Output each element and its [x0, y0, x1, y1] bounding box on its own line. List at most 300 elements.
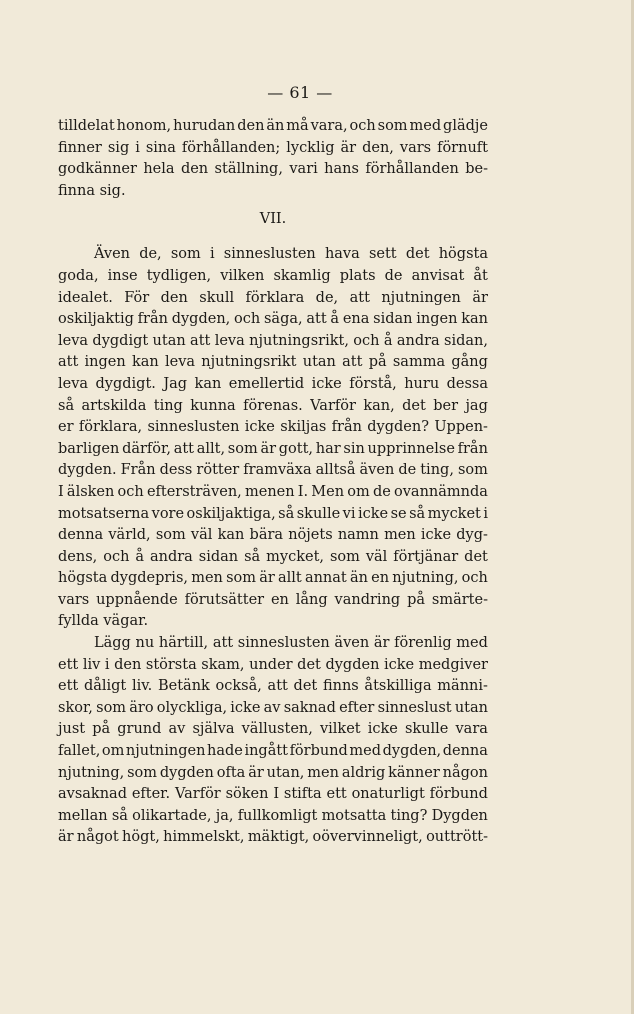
- word: den: [237, 118, 265, 134]
- word: smärte-: [431, 591, 488, 608]
- word: leva: [164, 354, 196, 371]
- word: lång: [295, 591, 328, 608]
- word: att: [212, 635, 234, 652]
- word: kan: [217, 527, 245, 544]
- word: så: [58, 397, 75, 414]
- word: sinneslusten: [223, 246, 316, 263]
- word: förbund: [289, 743, 348, 760]
- word: sidan,: [444, 332, 488, 349]
- word: de: [398, 462, 417, 479]
- word: motsatserna: [58, 505, 150, 522]
- text-line: [58, 116, 488, 138]
- text-line: [58, 352, 488, 374]
- text-line: [58, 138, 488, 160]
- word: andra: [396, 332, 440, 349]
- word: ena: [342, 311, 370, 328]
- word: med: [349, 743, 382, 760]
- word: leva: [58, 375, 89, 392]
- word: anvisat: [411, 267, 465, 284]
- word: härtill,: [158, 635, 209, 652]
- text-line: [58, 568, 488, 590]
- word: tydligen,: [146, 267, 212, 284]
- word: utan: [152, 332, 186, 349]
- word: inse: [107, 267, 138, 284]
- word: i: [104, 656, 110, 673]
- text-line: [58, 676, 488, 698]
- text-line: [58, 396, 488, 418]
- text-line: [58, 741, 488, 763]
- word: männi-: [437, 678, 488, 695]
- word: förklara,: [78, 419, 143, 436]
- word: och: [461, 570, 488, 587]
- word: vore: [151, 505, 185, 522]
- text-line: [58, 482, 488, 504]
- word: skam,: [201, 656, 245, 673]
- word: njutningsrikt: [201, 354, 297, 371]
- word: ting: [153, 397, 183, 414]
- word: artskilda: [81, 397, 147, 414]
- word: vällusten,: [241, 721, 313, 738]
- word: förbund: [429, 786, 488, 803]
- word: ting,: [420, 462, 454, 479]
- word: en: [270, 591, 289, 608]
- word: säga,: [263, 311, 303, 328]
- text-line: [58, 784, 488, 806]
- section-heading: VII.: [259, 211, 287, 228]
- word: onaturligt: [351, 786, 425, 803]
- word: goda,: [58, 267, 99, 284]
- word: i: [483, 505, 488, 522]
- word: förklara: [245, 289, 305, 306]
- word: denna: [442, 743, 488, 760]
- word: den: [114, 656, 142, 673]
- text-line: [58, 417, 488, 439]
- word: själva: [192, 721, 235, 738]
- word: dens,: [58, 548, 98, 565]
- word: dygden,: [171, 311, 231, 328]
- word: på: [368, 354, 387, 371]
- word: allt: [277, 570, 302, 587]
- word: finns: [322, 678, 359, 695]
- word: mäktigt,: [247, 829, 310, 846]
- word: de,: [139, 246, 162, 263]
- word: plats: [339, 267, 376, 284]
- paragraph-2: [58, 244, 488, 633]
- word: dygden: [325, 656, 380, 673]
- word: njutningen: [125, 743, 206, 760]
- word: är: [472, 289, 488, 306]
- word: har: [315, 440, 341, 457]
- word: leva: [58, 332, 89, 349]
- word: icke: [384, 656, 415, 673]
- word: njutning,: [58, 764, 125, 781]
- word: därför,: [122, 440, 171, 457]
- word: ett: [326, 786, 347, 803]
- word: uppnående: [96, 591, 178, 608]
- word: efter.: [131, 786, 171, 803]
- word: den: [180, 161, 209, 178]
- word: lycklig: [286, 139, 335, 156]
- word: liv.: [131, 678, 153, 695]
- word: leva: [214, 332, 245, 349]
- word: honom,: [116, 118, 172, 134]
- word: vara: [455, 721, 488, 738]
- text-line: [58, 633, 488, 655]
- word: så: [409, 505, 426, 522]
- word: Dygden: [431, 807, 488, 824]
- word: och: [353, 332, 380, 349]
- word: som: [227, 440, 258, 457]
- text-line: [58, 525, 488, 547]
- word: åt: [473, 267, 488, 284]
- word: är: [340, 139, 357, 156]
- word: nöjets: [288, 527, 333, 544]
- word: känner: [388, 764, 440, 781]
- word: skull: [199, 289, 235, 306]
- word: mellan: [58, 807, 108, 824]
- word: någon: [442, 764, 488, 781]
- word: högsta: [58, 570, 108, 587]
- word: godkänner: [58, 161, 137, 178]
- word: denna: [58, 527, 104, 544]
- word: dygdigt.: [95, 375, 156, 392]
- word: vars: [399, 139, 432, 156]
- text-line: [58, 244, 488, 266]
- word: att: [306, 311, 327, 328]
- word: hava: [324, 246, 360, 263]
- word: Från: [120, 462, 156, 479]
- word: mycket: [427, 505, 481, 522]
- word: sett: [368, 246, 397, 263]
- word: samma: [392, 354, 446, 371]
- word: från: [331, 419, 362, 436]
- word: det: [293, 678, 318, 695]
- text-line: [58, 309, 488, 331]
- word: nu: [135, 635, 155, 652]
- word: att: [173, 440, 194, 457]
- word: Varför: [174, 786, 221, 803]
- word: grund: [117, 721, 162, 738]
- text-line: [58, 827, 488, 849]
- word: vara,: [310, 118, 348, 134]
- word: i: [209, 246, 215, 263]
- word: ingen: [84, 354, 126, 371]
- word: och: [349, 118, 376, 134]
- word: av: [168, 721, 186, 738]
- word: på: [407, 591, 426, 608]
- word: och: [234, 311, 261, 328]
- word: dygdigt: [92, 332, 149, 349]
- word: avsaknad: [58, 786, 127, 803]
- word: att: [349, 289, 370, 306]
- word: Uppen-: [434, 419, 488, 436]
- word: njutningsrikt,: [249, 332, 349, 349]
- word: från: [137, 311, 168, 328]
- word: även: [359, 462, 395, 479]
- word: himmelskt,: [163, 829, 245, 846]
- word: förtjänar: [393, 548, 459, 565]
- word: sinneslusten: [237, 635, 330, 652]
- text-line: [58, 763, 488, 785]
- word: icke: [230, 699, 261, 716]
- word: ställning,: [214, 161, 283, 178]
- word: som: [127, 764, 158, 781]
- word: vi: [342, 505, 356, 522]
- word: något: [76, 829, 119, 846]
- text-line: [58, 504, 488, 526]
- word: outtrött-: [426, 829, 488, 846]
- word: dygdepris,: [110, 570, 188, 587]
- word: fallet,: [58, 743, 101, 760]
- word: med: [409, 118, 442, 134]
- word: se: [390, 505, 407, 522]
- word: i: [135, 139, 140, 156]
- word: älsken: [66, 483, 115, 500]
- word: men: [191, 570, 223, 587]
- word: de: [372, 483, 391, 500]
- word: vandring: [334, 591, 401, 608]
- word: så: [244, 548, 261, 565]
- word: upprinnelse: [367, 440, 455, 457]
- word: alltså: [315, 462, 356, 479]
- word: allt,: [196, 440, 226, 457]
- word: olikartade,: [132, 807, 212, 824]
- word: I: [273, 786, 280, 803]
- word: att: [58, 354, 79, 371]
- word: på: [92, 721, 111, 738]
- word: stifta: [283, 786, 322, 803]
- word: förenlig: [394, 635, 452, 652]
- word: än: [266, 118, 285, 134]
- word: sig: [107, 139, 130, 156]
- word: och: [103, 548, 130, 565]
- word: liv: [82, 656, 101, 673]
- word: olyckliga,: [156, 699, 228, 716]
- word: För: [124, 289, 150, 306]
- word: men: [384, 527, 416, 544]
- word: njutningen: [381, 289, 461, 306]
- word: ofta: [216, 764, 246, 781]
- text-line: [58, 590, 488, 612]
- word: I: [58, 483, 64, 500]
- word: icke: [357, 505, 389, 522]
- text-line: [58, 655, 488, 677]
- word: emellertid: [228, 375, 305, 392]
- word: de,: [315, 289, 339, 306]
- word: fullkomligt: [237, 807, 318, 824]
- page-edge: [634, 0, 638, 1014]
- word: kan: [194, 375, 222, 392]
- word: skor,: [58, 699, 93, 716]
- word: finner: [58, 139, 102, 156]
- word: under: [249, 656, 293, 673]
- word: den,: [362, 139, 394, 156]
- word: vari: [289, 161, 318, 178]
- word: som: [170, 246, 201, 263]
- word: hade: [207, 743, 243, 760]
- body-text: [58, 116, 488, 849]
- word: är: [248, 764, 264, 781]
- word: eftersträven,: [146, 483, 242, 500]
- word: bära: [249, 527, 284, 544]
- word: utan: [302, 354, 336, 371]
- word: ingått: [244, 743, 288, 760]
- word: det: [405, 246, 430, 263]
- word: sidan: [198, 548, 239, 565]
- word: ett: [58, 678, 79, 695]
- word: förstå,: [349, 375, 397, 392]
- word: saknad: [283, 699, 336, 716]
- word: skamlig: [273, 267, 331, 284]
- word: även: [334, 635, 370, 652]
- word: dessa: [446, 375, 488, 392]
- word: sin: [343, 440, 365, 457]
- word: kan,: [363, 397, 395, 414]
- word: menen: [244, 483, 295, 500]
- word: rötter: [196, 462, 240, 479]
- text-line: [58, 547, 488, 569]
- word: dygden,: [382, 743, 442, 760]
- word: er: [58, 419, 74, 436]
- word: be-: [465, 161, 488, 178]
- word: och: [117, 483, 144, 500]
- word: icke: [311, 375, 342, 392]
- word: den: [160, 289, 188, 306]
- word: I.: [297, 483, 309, 500]
- word: som: [377, 118, 408, 134]
- word: sinneslusten: [147, 419, 240, 436]
- word: det: [402, 397, 426, 414]
- word: Lägg: [94, 635, 131, 652]
- word: glädje: [443, 118, 488, 134]
- word: vilken: [220, 267, 265, 284]
- word: dygden: [159, 764, 214, 781]
- word: kan: [461, 311, 488, 328]
- word: å: [330, 311, 340, 328]
- word: icke: [367, 721, 398, 738]
- word: oskiljaktiga,: [186, 505, 276, 522]
- word: ett: [58, 656, 79, 673]
- word: de: [384, 267, 403, 284]
- word: annat: [304, 570, 347, 587]
- word: en: [371, 570, 390, 587]
- paragraph-1: [58, 116, 488, 202]
- word: framväxa: [243, 462, 312, 479]
- word: sidan: [373, 311, 413, 328]
- word: icke: [420, 527, 452, 544]
- word: skiljas: [280, 419, 327, 436]
- word: är: [259, 570, 275, 587]
- word: utan,: [266, 764, 305, 781]
- word: dess: [159, 462, 193, 479]
- word: högt,: [122, 829, 160, 846]
- word: Betänk: [157, 678, 210, 695]
- word: gott,: [278, 440, 314, 457]
- text-line: fyllda vägar.: [58, 613, 149, 630]
- word: dyg-: [456, 527, 488, 544]
- word: hans: [324, 161, 359, 178]
- word: skulle: [404, 721, 449, 738]
- word: väl: [190, 527, 213, 544]
- word: Även: [94, 246, 130, 263]
- word: förhållanden;: [181, 139, 281, 156]
- word: ingen: [416, 311, 458, 328]
- word: det: [464, 548, 488, 565]
- word: att: [342, 354, 363, 371]
- text-line: [58, 159, 488, 181]
- text-line: [58, 288, 488, 310]
- word: gång: [451, 354, 488, 371]
- word: är: [58, 829, 74, 846]
- word: å: [383, 332, 393, 349]
- word: Varför: [310, 397, 356, 414]
- word: som: [457, 462, 488, 479]
- word: dåligt: [83, 678, 127, 695]
- word: förenas.: [243, 397, 303, 414]
- word: att: [190, 332, 211, 349]
- page-number: — 61 —: [267, 83, 333, 102]
- word: största: [145, 656, 197, 673]
- word: väl: [365, 548, 388, 565]
- word: men: [307, 764, 339, 781]
- text-line: [58, 439, 488, 461]
- word: högsta: [438, 246, 488, 263]
- word: jag: [465, 397, 488, 414]
- text-line: [58, 698, 488, 720]
- word: njutning,: [392, 570, 459, 587]
- word: som: [226, 570, 256, 587]
- word: förnuft: [437, 139, 488, 156]
- word: just: [58, 721, 86, 738]
- word: dygden?: [367, 419, 429, 436]
- word: ting?: [390, 807, 428, 824]
- word: är: [260, 440, 277, 457]
- word: tilldelat: [58, 118, 115, 134]
- text-line: [58, 374, 488, 396]
- word: det: [297, 656, 321, 673]
- word: efter: [339, 699, 375, 716]
- word: må: [286, 118, 309, 134]
- word: ber: [433, 397, 459, 414]
- text-line: [58, 331, 488, 353]
- word: om: [101, 743, 125, 760]
- word: å: [135, 548, 145, 565]
- word: icke: [244, 419, 275, 436]
- word: med: [456, 635, 488, 652]
- word: ja,: [215, 807, 234, 824]
- text-line: finna sig.: [58, 182, 126, 199]
- word: än: [349, 570, 368, 587]
- word: hela: [143, 161, 175, 178]
- text-line: [58, 266, 488, 288]
- text-line: [58, 719, 488, 741]
- word: huru: [404, 375, 440, 392]
- word: Jag: [163, 375, 188, 392]
- word: som: [329, 548, 360, 565]
- word: motsatta: [321, 807, 387, 824]
- word: sina: [145, 139, 176, 156]
- word: sinneslust: [377, 699, 452, 716]
- word: så: [278, 505, 295, 522]
- word: äro: [129, 699, 154, 716]
- word: andra: [149, 548, 193, 565]
- word: värld,: [108, 527, 151, 544]
- word: dygden.: [58, 462, 117, 479]
- word: av: [263, 699, 281, 716]
- word: förutsätter: [184, 591, 265, 608]
- word: hurudan: [173, 118, 236, 134]
- word: att: [267, 678, 288, 695]
